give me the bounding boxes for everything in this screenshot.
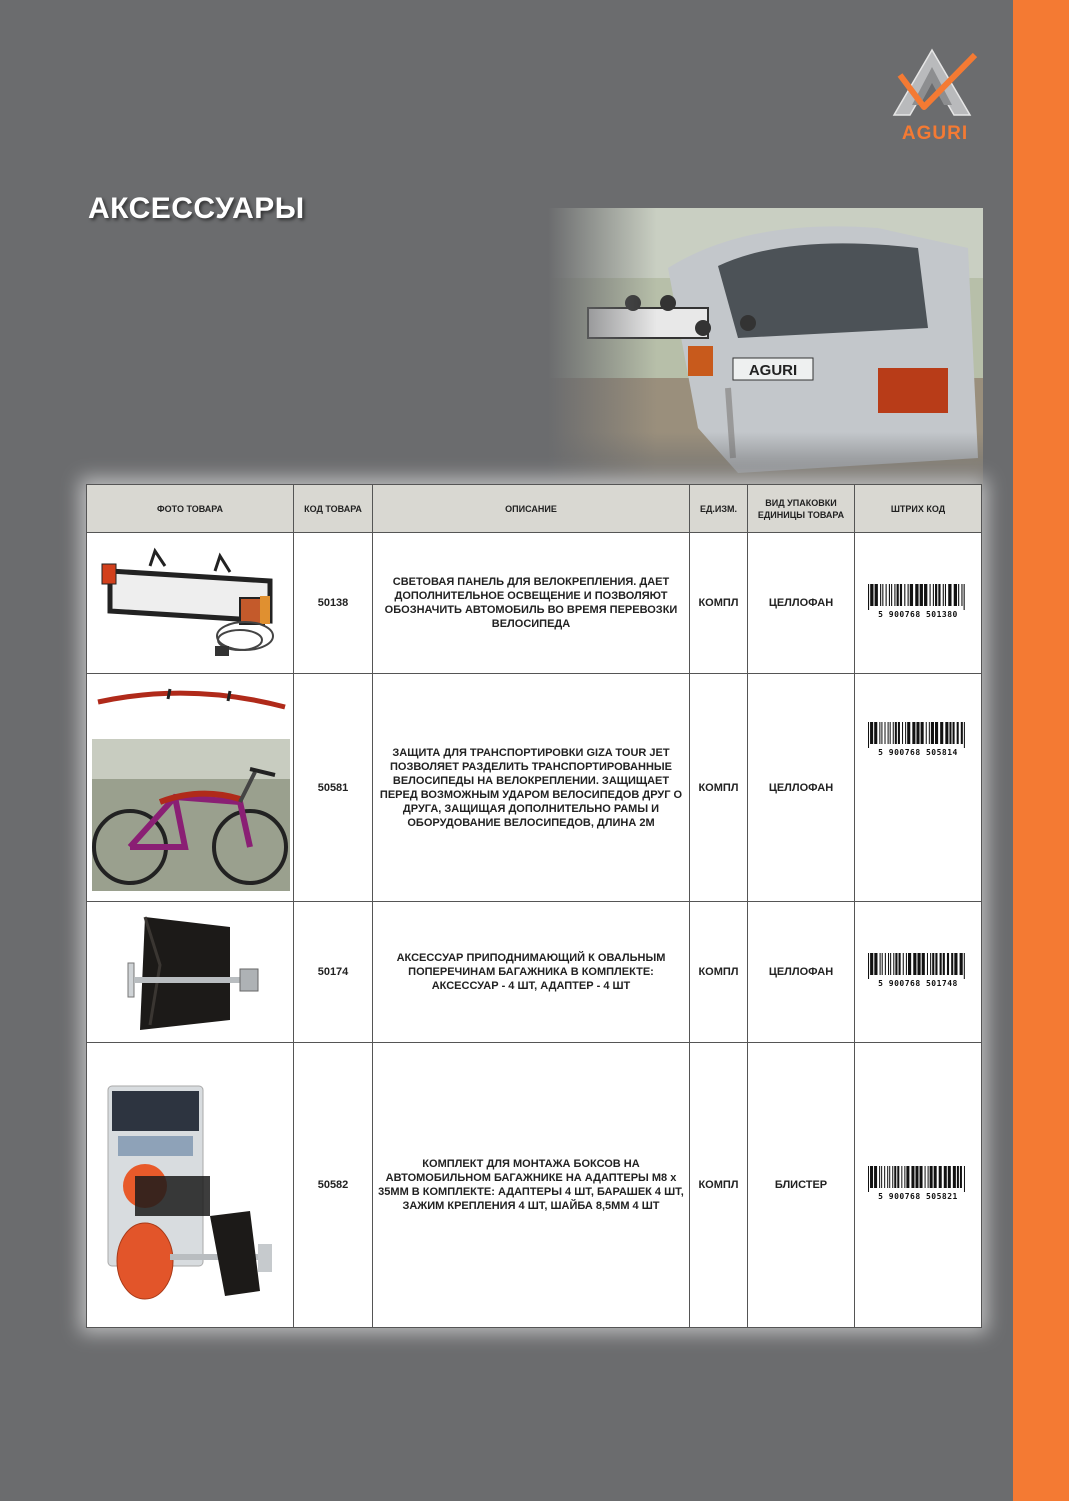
header-description: ОПИСАНИЕ (373, 485, 690, 533)
barcode-bar (888, 722, 889, 744)
barcode-bar (880, 953, 881, 975)
barcode-bar (940, 722, 943, 744)
barcode-bar (926, 722, 927, 744)
barcode-icon (868, 584, 968, 610)
barcode-bar (932, 953, 934, 975)
table-row (87, 533, 982, 674)
barcode-bar (885, 953, 886, 975)
barcode-bar (904, 584, 905, 606)
barcode-bar (924, 584, 927, 606)
barcode-bar (902, 722, 903, 744)
barcode-bar (948, 584, 951, 606)
barcode-bar (889, 584, 890, 606)
barcode-bar (893, 953, 894, 975)
barcode-bar (948, 1166, 951, 1188)
barcode-bar (927, 953, 928, 975)
barcode-bar (915, 1166, 918, 1188)
product-code: 50138 (294, 533, 373, 674)
product-description: КОМПЛЕКТ ДЛЯ МОНТАЖА БОКСОВ НА АВТОМОБИЛЬНОМ БАГАЖНИКЕ НА АДАПТЕРЫ М8 x 35ММ В КОМПЛЕКТЕ: АДАПТЕРЫ 4 ШТ, БАРАШЕК 4 ШТ, ЗАЖИМ КРЕПЛЕНИЯ 4 ШТ, ШАЙБА 8,5ММ 4 ШТ (373, 1043, 690, 1328)
barcode-bar (879, 1166, 880, 1188)
barcode-bar (947, 953, 949, 975)
barcode-bar (958, 584, 959, 606)
product-unit: КОМПЛ (690, 902, 748, 1043)
barcode-bar (964, 1166, 965, 1192)
barcode-bar (935, 953, 937, 975)
barcode-bar (870, 953, 873, 975)
barcode-bar (953, 722, 955, 744)
barcode-bar (911, 1166, 914, 1188)
barcode-bar (870, 1166, 873, 1188)
header-barcode: ШТРИХ КОД (855, 485, 982, 533)
product-unit: КОМПЛ (690, 533, 748, 674)
barcode-bar (870, 584, 873, 606)
barcode-bar (957, 1166, 959, 1188)
barcode-bar (944, 1166, 947, 1188)
barcode-bar (925, 1166, 926, 1188)
table-row (87, 1043, 982, 1328)
product-barcode-cell (855, 902, 982, 1043)
barcode-bar (874, 722, 877, 744)
hero-image (548, 208, 983, 488)
barcode-bar (868, 1166, 869, 1192)
barcode-bar (930, 1166, 933, 1188)
barcode-bar (943, 584, 944, 606)
barcode-bar (884, 1166, 885, 1188)
barcode-bar (915, 584, 918, 606)
barcode-bar (910, 584, 913, 606)
barcode-bar (868, 584, 869, 610)
product-packaging: ЦЕЛЛОФАН (748, 674, 855, 902)
barcode-bar (870, 722, 873, 744)
bike-protector-photo-icon (90, 677, 290, 899)
product-photo (87, 1043, 294, 1328)
barcode-bar (964, 953, 965, 979)
barcode-bar (890, 722, 891, 744)
barcode-icon (868, 953, 968, 979)
barcode-bar (928, 1166, 929, 1188)
barcode-bar (884, 722, 885, 744)
barcode-bar (931, 722, 934, 744)
barcode-bar (961, 584, 962, 606)
table-row (87, 674, 982, 902)
page-title: АКСЕССУАРЫ (88, 192, 305, 225)
barcode-bar (874, 1166, 877, 1188)
barcode-bar (954, 953, 957, 975)
product-description: СВЕТОВАЯ ПАНЕЛЬ ДЛЯ ВЕЛОКРЕПЛЕНИЯ. ДАЕТ ДОПОЛНИТЕЛЬНОЕ ОСВЕЩЕНИЕ И ПОЗВОЛЯЮТ ОБОЗНАЧИТЬ АВТОМОБИЛЬ ВО ВРЕМЯ ПЕРЕВОЗКИ ВЕЛОСИПЕДА (373, 533, 690, 674)
barcode-bar (940, 953, 942, 975)
barcode-bar (929, 722, 930, 744)
product-barcode-cell (855, 533, 982, 674)
barcode-bar (961, 722, 963, 744)
barcode-bar (901, 1166, 902, 1188)
barcode-bar (960, 1166, 962, 1188)
barcode-bar (951, 953, 953, 975)
barcode-bar (897, 1166, 899, 1188)
barcode-bar (920, 1166, 923, 1188)
barcode-bar (882, 584, 883, 606)
barcode-bar (945, 584, 946, 606)
barcode-bar (912, 722, 915, 744)
barcode-icon (868, 722, 968, 748)
barcode-bar (913, 953, 916, 975)
barcode-bar (889, 1166, 890, 1188)
barcode-bar (881, 722, 882, 744)
barcode-bar (880, 584, 881, 606)
product-unit: КОМПЛ (690, 674, 748, 902)
product-description: ЗАЩИТА ДЛЯ ТРАНСПОРТИРОВКИ GIZA TOUR JET ПОЗВОЛЯЕТ РАЗДЕЛИТЬ ТРАНСПОРТИРОВАННЫЕ ВЕЛОСИПЕДЫ НА ВЕЛОКРЕПЛЕНИИ. ЗАЩИЩАЕТ ПЕРЕД ВОЗМОЖНЫМ УДАРОМ ВЕЛОСИПЕДОВ ДРУГ О ДРУГА, ЗАЩИЩАЯ ДОПОЛНИТЕЛЬНО РАМЫ И ОБОРУДОВАНИЕ ВЕЛОСИПЕДОВ, ДЛИНА 2М (373, 674, 690, 902)
barcode-bar (957, 722, 959, 744)
lifting-adapter-photo-icon (90, 905, 290, 1040)
product-packaging: БЛИСТЕР (748, 1043, 855, 1328)
barcode-bar (953, 1166, 956, 1188)
barcode-bar (900, 584, 902, 606)
barcode-bar (897, 584, 899, 606)
barcode-bar (904, 1166, 905, 1188)
barcode-bar (894, 584, 895, 606)
product-code: 50174 (294, 902, 373, 1043)
barcode-bar (890, 953, 891, 975)
aguri-logo (880, 45, 990, 145)
barcode-bar (893, 722, 894, 744)
barcode-bar (930, 953, 931, 975)
barcode-bar (907, 722, 910, 744)
table-row (87, 902, 982, 1043)
barcode-bar (930, 584, 931, 606)
barcode-bar (908, 584, 909, 606)
barcode-bar (874, 953, 877, 975)
barcode-bar (879, 722, 880, 744)
barcode-number: 5 900768 501748 (878, 979, 958, 988)
product-unit: КОМПЛ (690, 1043, 748, 1328)
header-code: КОД ТОВАРА (294, 485, 373, 533)
barcode-bar (908, 953, 911, 975)
barcode-bar (916, 722, 919, 744)
barcode-number: 5 900768 501380 (878, 610, 958, 619)
barcode-icon (868, 1166, 968, 1192)
barcode-bar (886, 584, 887, 606)
product-table (86, 484, 981, 1327)
light-panel-photo-icon (90, 536, 290, 671)
barcode-bar (954, 584, 957, 606)
barcode-bar (960, 953, 963, 975)
barcode-bar (898, 722, 900, 744)
barcode-bar (949, 722, 951, 744)
box-mount-kit-photo-icon (90, 1046, 290, 1324)
header-photo: ФОТО ТОВАРА (87, 485, 294, 533)
logo-mark-icon (880, 45, 990, 125)
barcode-number: 5 900768 505814 (878, 748, 958, 757)
barcode-bar (888, 953, 889, 975)
barcode-bar (887, 1166, 888, 1188)
barcode-bar (964, 722, 965, 748)
product-code: 50582 (294, 1043, 373, 1328)
product-barcode-cell (855, 1043, 982, 1328)
product-description: АКСЕССУАР ПРИПОДНИМАЮЩИЙ К ОВАЛЬНЫМ ПОПЕРЕЧИНАМ БАГАЖНИКА В КОМПЛЕКТЕ: АКСЕССУАР - 4 ШТ, АДАПТЕР - 4 ШТ (373, 902, 690, 1043)
barcode-bar (882, 953, 883, 975)
barcode-bar (891, 584, 892, 606)
product-barcode-cell (855, 674, 982, 902)
barcode-bar (935, 584, 937, 606)
barcode-bar (939, 1166, 942, 1188)
product-code: 50581 (294, 674, 373, 902)
car-with-bike-rack-photo-icon (548, 208, 983, 488)
barcode-bar (881, 1166, 882, 1188)
header-packaging: ВИД УПАКОВКИ ЕДИНИЦЫ ТОВАРА (748, 485, 855, 533)
barcode-bar (938, 584, 940, 606)
product-packaging: ЦЕЛЛОФАН (748, 902, 855, 1043)
product-photo (87, 674, 294, 902)
barcode-bar (892, 1166, 893, 1188)
header-unit: ЕД.ИЗМ. (690, 485, 748, 533)
product-photo (87, 533, 294, 674)
barcode-bar (895, 953, 897, 975)
product-packaging: ЦЕЛЛОФАН (748, 533, 855, 674)
logo-wordmark: AGURI (901, 123, 969, 144)
side-accent-bar (1013, 0, 1069, 1501)
barcode-bar (868, 722, 869, 748)
barcode-bar (894, 1166, 896, 1188)
barcode-bar (934, 1166, 937, 1188)
barcode-bar (921, 722, 924, 744)
barcode-bar (868, 953, 869, 979)
barcode-bar (905, 722, 906, 744)
barcode-bar (903, 953, 904, 975)
barcode-bar (935, 722, 938, 744)
barcode-bar (943, 953, 945, 975)
barcode-bar (945, 722, 948, 744)
table-header-row (87, 485, 982, 533)
barcode-bar (895, 722, 897, 744)
barcode-bar (906, 953, 907, 975)
product-photo (87, 902, 294, 1043)
barcode-bar (920, 584, 923, 606)
barcode-bar (875, 584, 878, 606)
barcode-bar (906, 1166, 909, 1188)
barcode-bar (917, 953, 920, 975)
barcode-bar (922, 953, 925, 975)
barcode-bar (899, 953, 901, 975)
barcode-bar (964, 584, 965, 610)
barcode-bar (933, 584, 934, 606)
barcode-number: 5 900768 505821 (878, 1192, 958, 1201)
